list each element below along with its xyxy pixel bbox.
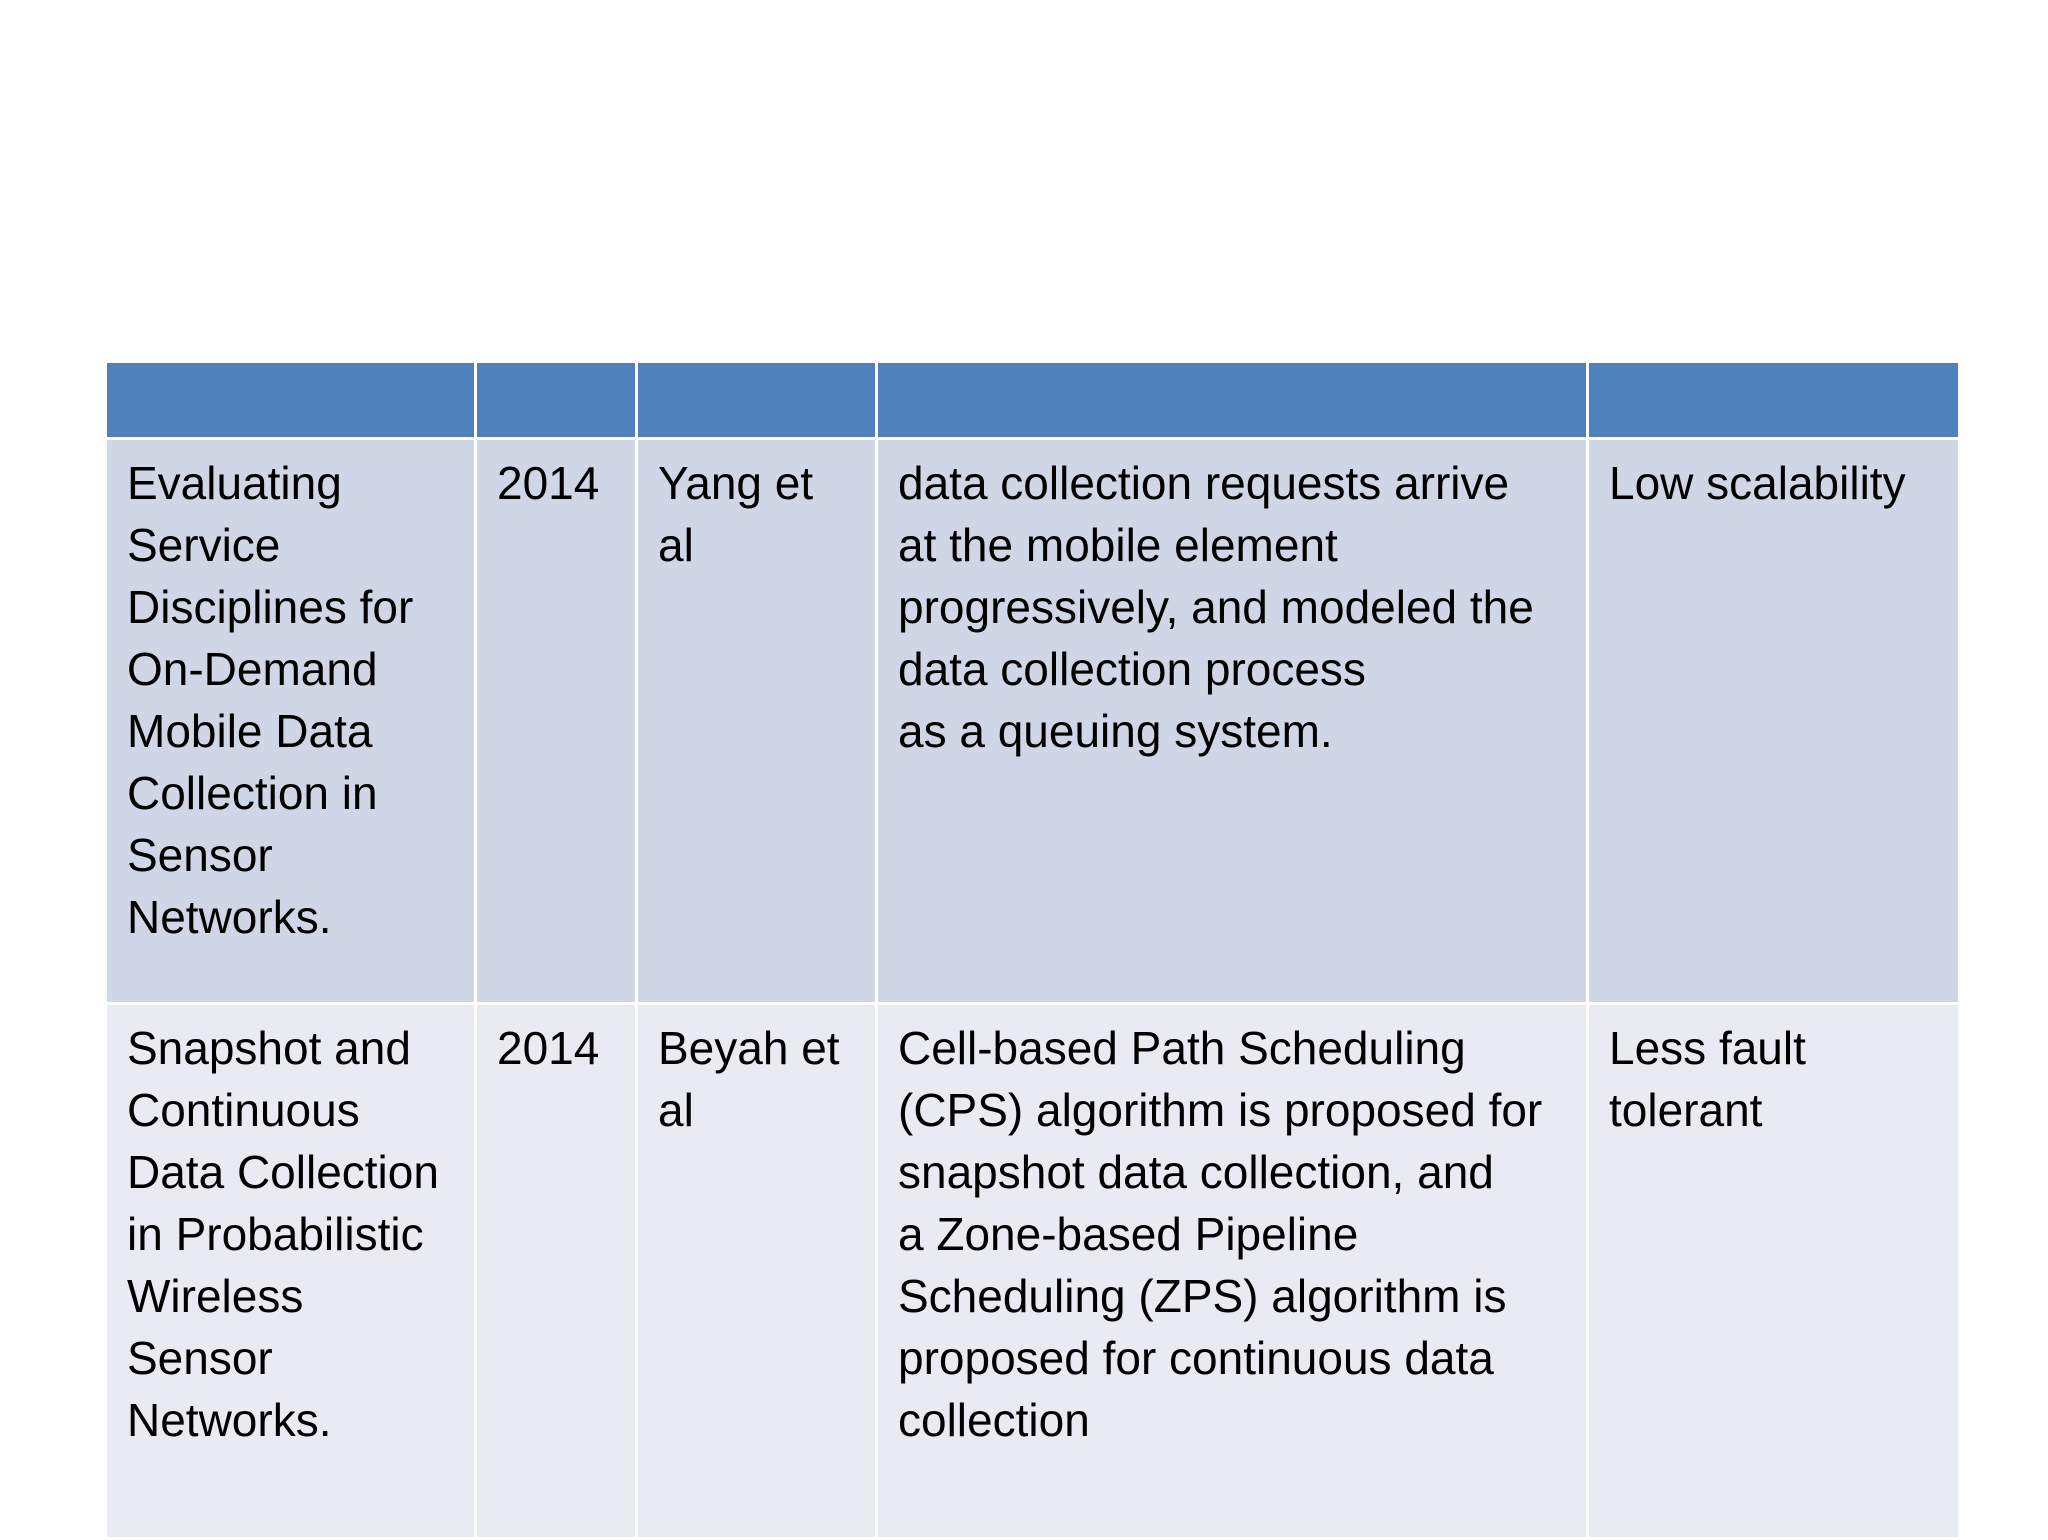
table-row — [106, 1004, 1960, 1539]
cell-limitation-text: Low scalability — [1609, 457, 1906, 509]
cell-title — [106, 1004, 476, 1539]
cell-limitation — [1588, 1004, 1960, 1539]
cell-title-text: Evaluating Service Disciplines for On-Demand Mobile Data Collection in Sensor Networks. — [127, 457, 414, 943]
table-header-row — [106, 362, 1960, 439]
cell-limitation — [1588, 439, 1960, 1004]
cell-authors-text: Yang et al — [658, 457, 814, 571]
header-cell-limitation — [1588, 362, 1960, 439]
header-cell-authors — [637, 362, 877, 439]
header-cell-year — [476, 362, 637, 439]
cell-limitation-text: Less fault tolerant — [1609, 1022, 1806, 1136]
cell-authors — [637, 1004, 877, 1539]
cell-description-text: data collection requests arrive at the mobile element progressively, and modeled the data collection process as a queuing system. — [898, 457, 1534, 757]
table-row — [106, 439, 1960, 1004]
header-cell-description — [877, 362, 1588, 439]
cell-title — [106, 439, 476, 1004]
cell-description — [877, 439, 1588, 1004]
cell-year — [476, 1004, 637, 1539]
cell-description — [877, 1004, 1588, 1539]
cell-description-text: Cell-based Path Scheduling (CPS) algorithm is proposed for snapshot data collection, and a Zone-based Pipeline Scheduling (ZPS) algorithm is proposed for continuous data collection — [898, 1022, 1543, 1446]
cell-year-text: 2014 — [497, 1022, 600, 1074]
cell-authors — [637, 439, 877, 1004]
header-cell-title — [106, 362, 476, 439]
cell-year — [476, 439, 637, 1004]
cell-year-text: 2014 — [497, 457, 600, 509]
cell-title-text: Snapshot and Continuous Data Collection in Probabilistic Wireless Sensor Networks. — [127, 1022, 439, 1446]
cell-authors-text: Beyah et al — [658, 1022, 840, 1136]
literature-table — [104, 360, 1961, 1540]
